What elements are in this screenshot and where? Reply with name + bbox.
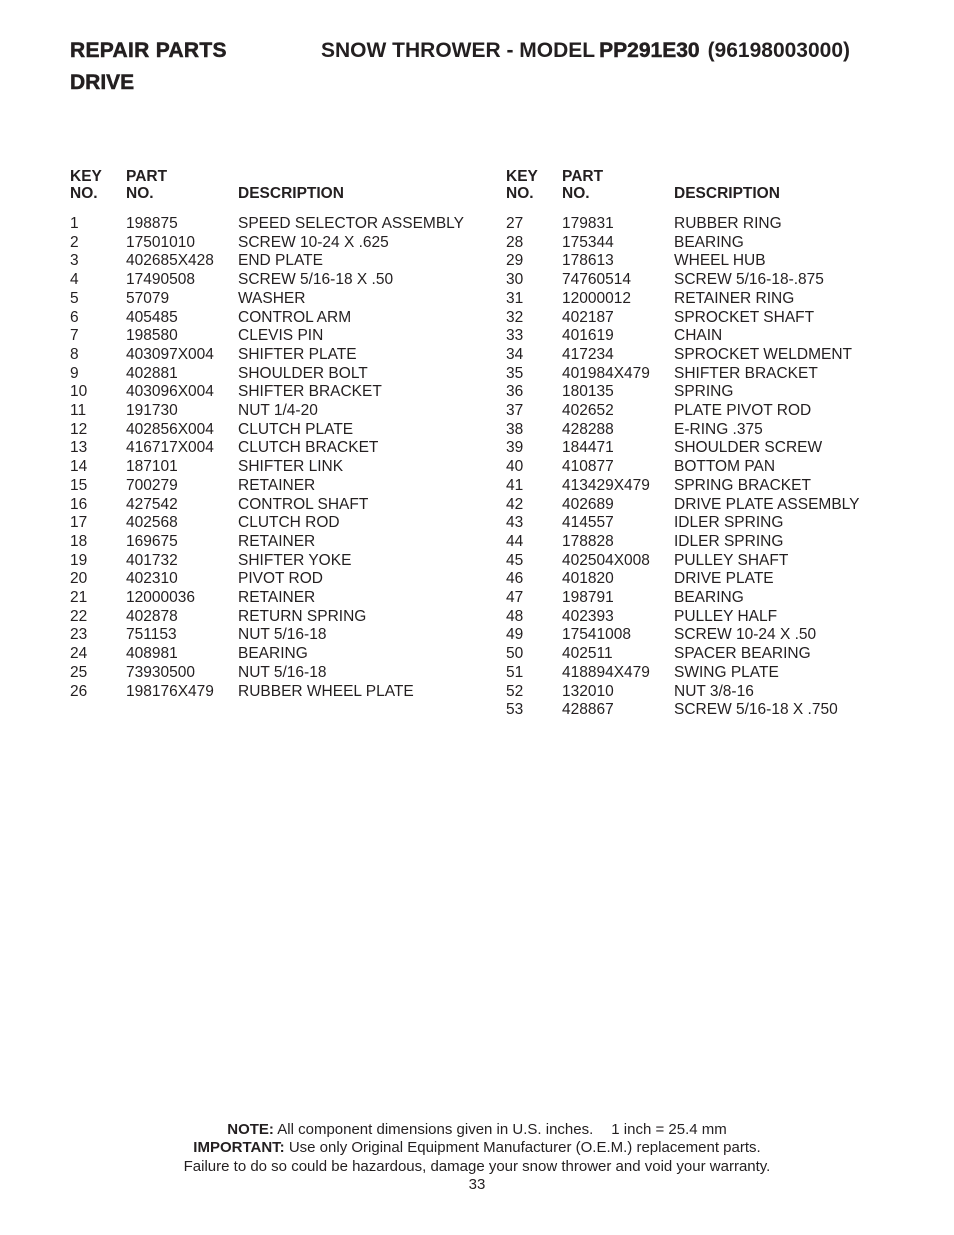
table-row: [506, 683, 919, 702]
parts-rows: [506, 215, 919, 720]
description-cell: SHIFTER LINK: [238, 458, 344, 476]
key-no-cell: 1: [70, 215, 79, 232]
part-no-cell: 418894X479: [562, 663, 650, 681]
key-no-cell: 18: [70, 532, 88, 550]
model-code: (96198003000): [707, 39, 851, 62]
part-no-cell: 413429X479: [562, 476, 650, 494]
table-row: [70, 608, 483, 627]
part-no-cell: 427542: [126, 495, 178, 513]
key-no-cell: 36: [506, 383, 524, 401]
table-row: [506, 477, 919, 496]
description-cell: NUT 5/16-18: [238, 626, 327, 644]
important-label: IMPORTANT:: [193, 1139, 285, 1157]
table-row: [506, 496, 919, 515]
key-no-cell: 14: [70, 458, 88, 476]
description-cell: IDLER SPRING: [674, 532, 784, 550]
key-no-cell: 46: [506, 570, 524, 588]
table-row: [70, 626, 483, 645]
part-no-cell: 180135: [562, 383, 614, 401]
table-row: [506, 589, 919, 608]
key-no-cell: 19: [70, 551, 88, 569]
key-no-cell: 30: [506, 271, 524, 289]
description-cell: RUBBER WHEEL PLATE: [238, 682, 414, 700]
part-no-cell: 414557: [562, 514, 614, 532]
description-cell: SWING PLATE: [674, 663, 779, 681]
description-cell: NUT 1/4-20: [238, 402, 318, 420]
table-row: [70, 552, 483, 571]
description-cell: DRIVE PLATE ASSEMBLY: [674, 495, 860, 513]
table-row: [70, 234, 483, 253]
table-row: [506, 234, 919, 253]
table-row: [70, 309, 483, 328]
table-row: [506, 533, 919, 552]
table-row: [506, 570, 919, 589]
description-cell: BEARING: [674, 589, 744, 607]
part-no-cell: 416717X004: [126, 439, 214, 457]
table-row: [506, 327, 919, 346]
table-row: [506, 645, 919, 664]
table-row: [70, 683, 483, 702]
part-no-cell: 191730: [126, 402, 178, 420]
table-row: [506, 701, 919, 720]
description-cell: CLUTCH BRACKET: [238, 439, 379, 457]
description-cell: RUBBER RING: [674, 215, 782, 232]
part-no-cell: 198176X479: [126, 682, 214, 700]
key-no-cell: 3: [70, 252, 79, 270]
parts-table-header: [70, 168, 483, 208]
key-no-cell: 23: [70, 626, 88, 644]
key-no-header: KEY NO.: [70, 168, 102, 202]
table-row: [506, 252, 919, 271]
part-no-cell: 17490508: [126, 271, 195, 289]
part-no-cell: 184471: [562, 439, 614, 457]
key-no-cell: 6: [70, 308, 79, 326]
description-cell: CLUTCH PLATE: [238, 420, 354, 438]
key-no-cell: 53: [506, 701, 524, 719]
part-no-cell: 57079: [126, 289, 170, 307]
table-row: [506, 290, 919, 309]
key-no-cell: 11: [70, 402, 87, 420]
table-row: [506, 215, 919, 234]
description-cell: SHIFTER YOKE: [238, 551, 352, 569]
important-text: Use only Original Equipment Manufacturer (O.E.M.) replacement parts.: [288, 1139, 761, 1157]
model-title: [321, 38, 850, 64]
description-cell: IDLER SPRING: [674, 514, 784, 532]
part-no-cell: 402187: [562, 308, 614, 326]
part-no-cell: 178828: [562, 532, 614, 550]
key-no-cell: 37: [506, 402, 524, 420]
table-row: [506, 383, 919, 402]
table-row: [70, 458, 483, 477]
key-no-cell: 48: [506, 607, 524, 625]
table-row: [70, 589, 483, 608]
description-cell: SHIFTER PLATE: [238, 345, 357, 363]
description-cell: SPRING BRACKET: [674, 476, 811, 494]
description-cell: PLATE PIVOT ROD: [674, 402, 812, 420]
description-cell: SPEED SELECTOR ASSEMBLY: [238, 215, 464, 232]
description-cell: END PLATE: [238, 252, 323, 270]
note-line: [0, 1121, 954, 1139]
key-no-cell: 45: [506, 551, 524, 569]
table-row: [70, 327, 483, 346]
description-cell: CLUTCH ROD: [238, 514, 340, 532]
table-row: [506, 346, 919, 365]
part-no-cell: 17501010: [126, 233, 195, 251]
description-cell: PIVOT ROD: [238, 570, 323, 588]
key-no-cell: 10: [70, 383, 88, 401]
table-row: [70, 271, 483, 290]
part-no-cell: 187101: [126, 458, 178, 476]
key-no-cell: 35: [506, 364, 524, 382]
table-row: [506, 271, 919, 290]
parts-rows: [70, 215, 483, 701]
key-no-cell: 41: [506, 476, 524, 494]
table-row: [506, 552, 919, 571]
description-cell: SCREW 10-24 X .625: [238, 233, 389, 251]
part-no-cell: 402881: [126, 364, 178, 382]
key-no-cell: 21: [70, 589, 88, 607]
description-cell: SPROCKET WELDMENT: [674, 345, 852, 363]
description-cell: CONTROL SHAFT: [238, 495, 369, 513]
description-cell: CLEVIS PIN: [238, 327, 324, 345]
description-cell: RETURN SPRING: [238, 607, 367, 625]
key-no-cell: 5: [70, 289, 79, 307]
part-no-cell: 410877: [562, 458, 614, 476]
table-row: [70, 383, 483, 402]
section-title: REPAIR PARTS: [70, 39, 227, 62]
description-cell: SCREW 5/16-18 X .50: [238, 271, 394, 289]
description-cell: SCREW 10-24 X .50: [674, 626, 817, 644]
part-no-cell: 428867: [562, 701, 614, 719]
part-no-cell: 401619: [562, 327, 614, 345]
part-no-cell: 428288: [562, 420, 614, 438]
part-no-cell: 17541008: [562, 626, 631, 644]
key-no-cell: 26: [70, 682, 88, 700]
part-no-cell: 402310: [126, 570, 178, 588]
key-no-cell: 34: [506, 345, 524, 363]
part-no-cell: 175344: [562, 233, 614, 251]
key-no-cell: 49: [506, 626, 524, 644]
part-no-cell: 402685X428: [126, 252, 214, 270]
table-row: [70, 215, 483, 234]
key-no-cell: 39: [506, 439, 524, 457]
conversion-text: 1 inch = 25.4 mm: [611, 1121, 727, 1138]
page-subtitle: DRIVE: [70, 71, 135, 94]
key-no-cell: 24: [70, 645, 88, 663]
key-no-cell: 43: [506, 514, 524, 532]
key-no-cell: 33: [506, 327, 524, 345]
description-cell: BEARING: [674, 233, 744, 251]
model-label: SNOW THROWER - MODEL: [321, 39, 596, 62]
key-no-cell: 38: [506, 420, 524, 438]
key-no-cell: 31: [506, 289, 524, 307]
description-cell: SPRING: [674, 383, 734, 401]
key-no-cell: 52: [506, 682, 524, 700]
description-cell: BOTTOM PAN: [674, 458, 776, 476]
description-cell: SCREW 5/16-18 X .750: [674, 701, 838, 719]
key-no-cell: 4: [70, 271, 79, 289]
part-no-cell: 403097X004: [126, 345, 214, 363]
part-no-cell: 402504X008: [562, 551, 650, 569]
description-cell: WHEEL HUB: [674, 252, 766, 270]
key-no-header: KEY NO.: [506, 168, 538, 202]
description-cell: RETAINER: [238, 476, 316, 494]
key-no-cell: 44: [506, 532, 524, 550]
key-no-cell: 16: [70, 495, 88, 513]
description-cell: SCREW 5/16-18-.875: [674, 271, 824, 289]
note-label: NOTE:: [227, 1121, 274, 1138]
description-cell: BEARING: [238, 645, 308, 663]
description-cell: NUT 3/8-16: [674, 682, 754, 700]
part-no-cell: 169675: [126, 532, 178, 550]
key-no-cell: 15: [70, 476, 88, 494]
table-row: [70, 496, 483, 515]
key-no-cell: 2: [70, 233, 79, 251]
part-no-cell: 403096X004: [126, 383, 214, 401]
description-cell: SHOULDER BOLT: [238, 364, 368, 382]
description-cell: CONTROL ARM: [238, 308, 352, 326]
key-no-cell: 17: [70, 514, 88, 532]
description-cell: CHAIN: [674, 327, 723, 345]
key-no-cell: 47: [506, 589, 524, 607]
key-no-cell: 9: [70, 364, 79, 382]
key-no-cell: 12: [70, 420, 88, 438]
part-no-cell: 751153: [126, 626, 177, 644]
table-row: [506, 402, 919, 421]
part-no-cell: 402856X004: [126, 420, 214, 438]
part-no-cell: 408981: [126, 645, 178, 663]
key-no-cell: 13: [70, 439, 88, 457]
key-no-cell: 25: [70, 663, 88, 681]
parts-list-left: [70, 168, 483, 701]
table-row: [70, 439, 483, 458]
part-no-cell: 198791: [562, 589, 614, 607]
description-cell: SHIFTER BRACKET: [238, 383, 382, 401]
table-row: [506, 626, 919, 645]
description-cell: NUT 5/16-18: [238, 663, 327, 681]
description-cell: PULLEY SHAFT: [674, 551, 789, 569]
key-no-cell: 7: [70, 327, 79, 345]
part-no-cell: 12000036: [126, 589, 195, 607]
table-row: [70, 346, 483, 365]
table-row: [70, 421, 483, 440]
parts-list-right: [506, 168, 919, 720]
key-no-cell: 29: [506, 252, 524, 270]
key-no-cell: 50: [506, 645, 524, 663]
model-number: PP291E30: [599, 39, 700, 62]
part-no-cell: 700279: [126, 476, 178, 494]
part-no-cell: 178613: [562, 252, 614, 270]
part-no-header: PART NO.: [562, 168, 604, 202]
key-no-cell: 51: [506, 663, 524, 681]
description-cell: RETAINER: [238, 532, 316, 550]
description-cell: SHIFTER BRACKET: [674, 364, 818, 382]
part-no-cell: 73930500: [126, 663, 195, 681]
key-no-cell: 8: [70, 345, 79, 363]
part-no-cell: 402878: [126, 607, 178, 625]
description-cell: DRIVE PLATE: [674, 570, 774, 588]
part-no-cell: 401984X479: [562, 364, 650, 382]
table-row: [70, 570, 483, 589]
table-row: [70, 365, 483, 384]
key-no-cell: 32: [506, 308, 524, 326]
table-row: [70, 477, 483, 496]
description-header: DESCRIPTION: [238, 185, 344, 202]
description-header: DESCRIPTION: [674, 185, 780, 202]
part-no-cell: 417234: [562, 345, 614, 363]
part-no-cell: 405485: [126, 308, 178, 326]
part-no-cell: 12000012: [562, 289, 631, 307]
key-no-cell: 42: [506, 495, 524, 513]
table-row: [506, 514, 919, 533]
table-row: [70, 290, 483, 309]
part-no-cell: 402568: [126, 514, 178, 532]
part-no-cell: 74760514: [562, 271, 631, 289]
note-text: All component dimensions given in U.S. inches.: [277, 1121, 594, 1138]
key-no-cell: 20: [70, 570, 88, 588]
part-no-header: PART NO.: [126, 168, 168, 202]
important-line: [0, 1139, 954, 1157]
part-no-cell: 402511: [562, 645, 613, 663]
table-row: [70, 645, 483, 664]
table-row: [506, 309, 919, 328]
key-no-cell: 27: [506, 215, 524, 232]
table-row: [506, 458, 919, 477]
part-no-cell: 198580: [126, 327, 178, 345]
description-cell: RETAINER RING: [674, 289, 795, 307]
parts-table-header: [506, 168, 919, 208]
part-no-cell: 402689: [562, 495, 614, 513]
key-no-cell: 28: [506, 233, 524, 251]
warning-line: Failure to do so could be hazardous, damage your snow thrower and void your warranty.: [183, 1157, 771, 1175]
description-cell: E-RING .375: [674, 420, 763, 438]
table-row: [506, 439, 919, 458]
part-no-cell: 401820: [562, 570, 614, 588]
part-no-cell: 198875: [126, 215, 178, 232]
part-no-cell: 179831: [562, 215, 614, 232]
page-number: 33: [468, 1176, 486, 1194]
part-no-cell: 132010: [562, 682, 614, 700]
description-cell: WASHER: [238, 289, 306, 307]
key-no-cell: 40: [506, 458, 524, 476]
key-no-cell: 22: [70, 607, 88, 625]
table-row: [70, 514, 483, 533]
description-cell: SHOULDER SCREW: [674, 439, 823, 457]
table-row: [70, 664, 483, 683]
table-row: [70, 402, 483, 421]
table-row: [70, 252, 483, 271]
description-cell: SPROCKET SHAFT: [674, 308, 815, 326]
table-row: [70, 533, 483, 552]
page-footer: [0, 1121, 954, 1195]
part-no-cell: 402652: [562, 402, 614, 420]
table-row: [506, 421, 919, 440]
description-cell: SPACER BEARING: [674, 645, 811, 663]
table-row: [506, 664, 919, 683]
part-no-cell: 402393: [562, 607, 614, 625]
table-row: [506, 608, 919, 627]
description-cell: RETAINER: [238, 589, 316, 607]
description-cell: PULLEY HALF: [674, 607, 778, 625]
part-no-cell: 401732: [126, 551, 178, 569]
table-row: [506, 365, 919, 384]
